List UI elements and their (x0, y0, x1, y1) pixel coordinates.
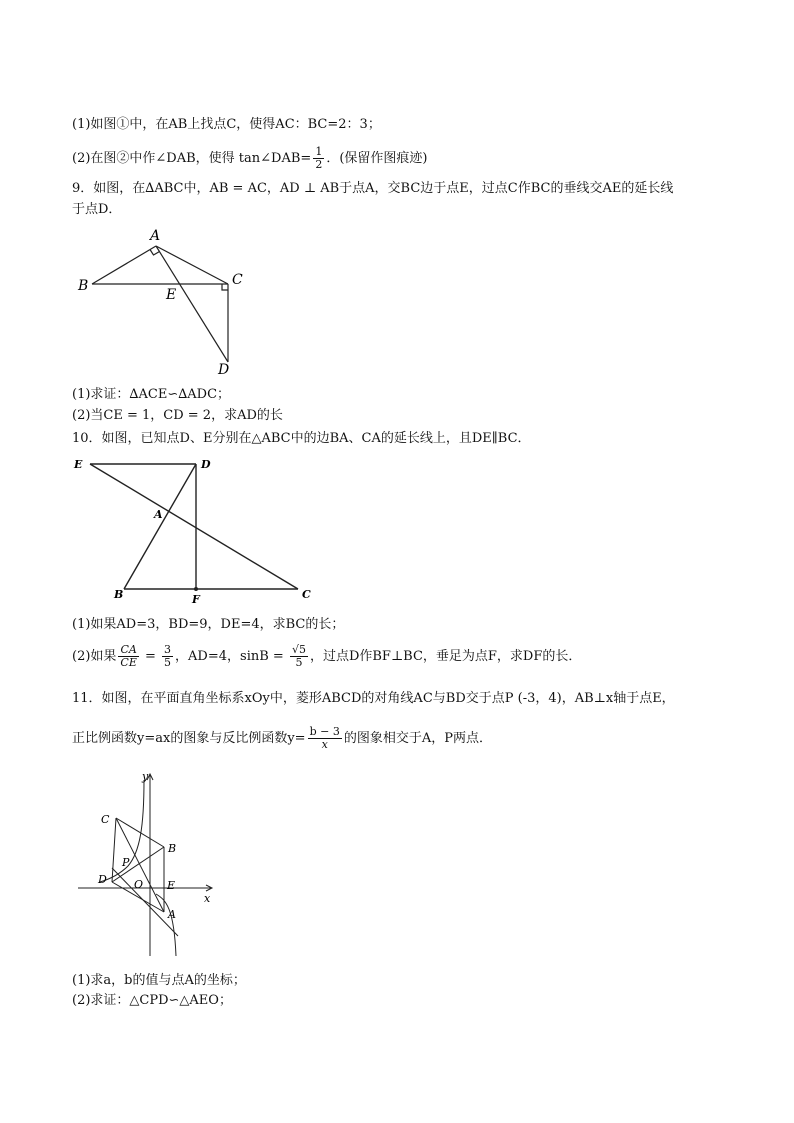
q10-label-b: B (114, 588, 124, 601)
q11-label-y: y (142, 770, 149, 783)
q9-segment-ba (92, 246, 156, 284)
q9-label-d: D (218, 362, 230, 378)
q10-figure (70, 452, 320, 608)
q9-part1: (1)求证：∆ACE∽∆ADC； (72, 387, 231, 402)
q11-part2: (2)求证：△CPD∽△AEO； (72, 993, 232, 1008)
q10-fraction-3-5 (162, 644, 173, 669)
q10-frac3-num: √5 (291, 643, 306, 656)
q10-part1: (1)如果AD=3，BD=9，DE=4，求BC的长； (72, 617, 345, 632)
q11-frac-den: x (321, 738, 328, 751)
q8-part2-post: ．(保留作图痕迹) (326, 151, 428, 166)
q9-label-b: B (78, 278, 89, 294)
q10-line1: 10．如图，已知点D、E分别在△ABC中的边BA、CA的延长线上，且DE∥BC． (72, 431, 531, 446)
q10-frac1-den: CE (120, 656, 137, 669)
q10-label-a: A (154, 508, 163, 521)
q11-line2 (72, 726, 492, 751)
q11-label-p: P (122, 856, 130, 869)
q10-point-f (194, 587, 198, 591)
q10-part2-eq: = (140, 649, 161, 664)
q11-label-b: B (168, 842, 177, 855)
q10-frac1-num: CA (118, 644, 138, 657)
q8-frac-den: 2 (315, 158, 323, 171)
q11-label-e: E (167, 879, 176, 892)
q11-line1: 11．如图，在平面直角坐标系xOy中，菱形ABCD的对角线AC与BD交于点P (-3，4)，AB⊥x轴于点E， (72, 691, 675, 706)
q9-line2: 于点D． (72, 202, 122, 217)
q9-figure (70, 222, 250, 378)
q8-part2 (72, 146, 427, 171)
q10-part2 (72, 644, 581, 669)
q11-frac-num: b − 3 (309, 725, 340, 738)
q9-label-c: C (232, 272, 243, 288)
q11-line2-pre: 正比例函数y=ax的图象与反比例函数y= (72, 731, 306, 746)
q8-part2-pre: (2)在图②中作∠DAB，使得 tan∠DAB= (72, 151, 312, 166)
q8-fraction (313, 146, 324, 171)
q10-part2-post: ，过点D作BF⊥BC，垂足为点F，求DF的长． (309, 649, 582, 664)
q10-label-c: C (302, 588, 311, 601)
q8-frac-num: 1 (315, 145, 323, 158)
q11-part1: (1)求a，b的值与点A的坐标； (72, 973, 246, 988)
q10-label-e: E (74, 458, 83, 471)
q10-frac2-num: 3 (164, 643, 172, 656)
q10-frac3-den: 5 (295, 656, 303, 669)
q10-fraction-ca-ce (118, 644, 138, 669)
q9-label-a: A (150, 228, 161, 244)
q9-segment-ad (156, 246, 228, 362)
q11-label-c: C (101, 813, 110, 826)
q9-part2: (2)当CE = 1，CD = 2，求AD的长 (72, 408, 283, 423)
q9-label-e: E (166, 287, 177, 303)
q10-part2-pre: (2)如果 (72, 649, 117, 664)
q9-line1: 9．如图，在∆ABC中，AB = AC，AD ⊥ AB于点A，交BC边于点E，过点C作BC的垂线交AE的延长线 (72, 181, 674, 196)
q9-segment-ac (156, 246, 228, 284)
q11-label-a: A (168, 908, 176, 921)
q11-fraction (308, 726, 342, 751)
q10-part2-mid: ，AD=4，sinB = (175, 649, 288, 664)
q11-line2-post: 的图象相交于A，P两点． (343, 731, 492, 746)
q10-label-d: D (201, 458, 211, 471)
q10-frac2-den: 5 (164, 656, 172, 669)
q11-figure (70, 766, 230, 962)
q9-right-angle-c (222, 284, 228, 290)
q8-part1: (1)如图①中，在AB上找点C，使得AC：BC=2：3； (72, 117, 381, 132)
q10-fraction-sqrt5-5 (290, 644, 308, 669)
q11-label-o: O (134, 878, 144, 891)
q11-label-d: D (98, 873, 107, 886)
q10-segment-db (124, 464, 196, 589)
q11-segment-dc (112, 818, 116, 882)
q11-label-x: x (204, 892, 211, 905)
q10-label-f: F (192, 593, 200, 606)
q10-segment-ec (90, 464, 298, 589)
